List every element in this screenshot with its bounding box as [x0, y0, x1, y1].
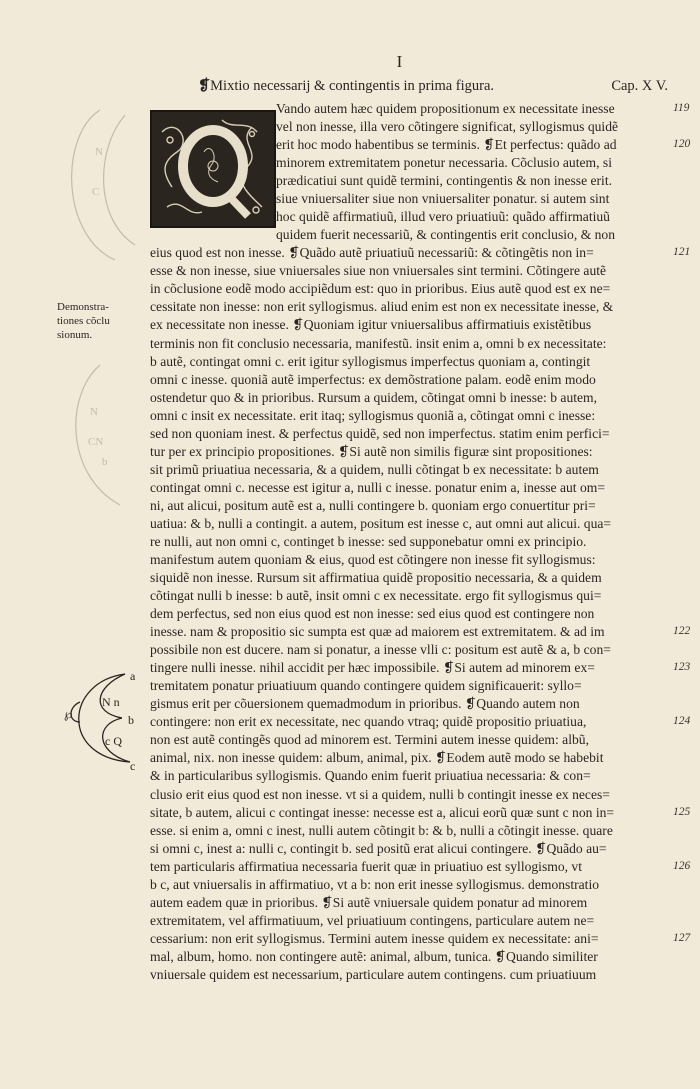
margin-number: 122	[673, 625, 691, 638]
text-line: autem eadem quæ in prioribus. ❡Si autẽ vniuersale quidem ponatur ad minorem	[150, 894, 588, 910]
chapter-heading	[198, 78, 668, 96]
text-line: quidem fuerit necessariũ, & contingentis erit conclusio, & non	[276, 227, 616, 243]
diagram-label: c	[130, 759, 136, 772]
margin-number: 123	[673, 661, 691, 674]
text-line: tremitatem ponatur priuatiuum quando contingere quidem significauerit: syllo=	[150, 678, 582, 694]
margin-number: 120	[673, 138, 691, 151]
text-line: gismus erit per cõuersionem quemadmodum in prioribus. ❡Quando autem non	[150, 696, 580, 712]
diagram-label: a	[130, 669, 136, 683]
pilcrow-mark: ❡	[198, 78, 211, 94]
diagram-label: N n	[102, 695, 120, 709]
text-line: re nulli, aut non omni c, continget b inesse: sed supponebatur omni ex principio.	[150, 533, 587, 549]
text-line: b c, aut vniuersalis in affirmatiuo, vt a b: non erit inesse syllogismus. demonstratio	[150, 876, 600, 892]
text-line: esse. si enim a, omni c inest, nulli autem cõtingit b: & b, nulli a cõtingit inesse. quare	[150, 822, 613, 838]
margin-number: 127	[673, 931, 691, 944]
text-line: uatiua: & b, nulli a contingit. a autem, positum est inesse c, aut omni aut alicui. qua=	[150, 515, 612, 531]
text-line: extremitatem, vel affirmatiuum, vel priuatiuum contingens, particulare autem ne=	[150, 912, 595, 928]
text-line: ex necessitate non inesse. ❡Quoniam igitur vniuersalibus affirmatiuis existẽtibus	[150, 317, 592, 333]
text-line: omni c insit ex necessitate. erit itaq; syllogismus quoniã a, cõtingat omni c inesse:	[150, 407, 596, 423]
text-line: minorem extremitatem ponetur necessaria. Cõclusio autem, si	[276, 155, 612, 171]
text-line: manifestum autem quoniam & eius, quod est cõtingere non inesse fit syllogismus:	[150, 552, 596, 567]
margin-number: 125	[673, 805, 691, 818]
folio-number: I	[396, 52, 404, 71]
show-through-diagram	[40, 95, 150, 515]
diagram-label: c Q	[105, 734, 122, 748]
text-line: sed non quoniam inest. & perfectus quidẽ, sed non imperfectus. statim enim perfici=	[150, 425, 610, 441]
text-line: tur per ex principio propositiones. ❡Si autẽ non similis figuræ sint propositiones:	[150, 443, 593, 459]
text-line: terminis non fit conclusio necessaria, manifestũ. insit enim a, omni b ex necessitate:	[150, 335, 607, 351]
text-line: vel non inesse, illa vero cõtingere significat, syllogismus quidẽ	[276, 119, 619, 135]
text-line: contingere: non erit ex necessitate, nec quando vtraq; quidẽ propositio priuatiua,	[150, 714, 587, 730]
text-line: inesse. nam & propositio sic sumpta est quæ ad maiorem est extremitatem. & ad im	[150, 624, 605, 640]
text-line: mal, album, homo. non contingere autẽ: animal, album, tunica. ❡Quando similiter	[150, 948, 598, 964]
chapter-number: Cap. X V.	[611, 78, 668, 94]
margin-note-line: sionum.	[57, 329, 93, 341]
diagram-glyph: ℘	[64, 707, 73, 721]
ghost-label: C	[92, 186, 100, 198]
ghost-label: CN	[88, 436, 104, 448]
margin-number: 124	[673, 715, 691, 728]
ghost-label: N	[90, 406, 98, 418]
ghost-label: b	[102, 456, 108, 468]
text-line: & in particularibus syllogismis. Quando enim fuerit priuatiua necessaria: & con=	[150, 768, 591, 784]
ghost-label: N	[95, 146, 103, 158]
chapter-title: Mixtio necessarij & contingentis in prima figura.	[210, 78, 495, 94]
text-line: ni, aut alicui, positum autẽ est a, nulli contingere b. quoniam ergo conuertitur pri=	[150, 497, 596, 513]
initial-ornament-icon	[152, 112, 274, 226]
text-line: cõtingat nulli b inesse: b autẽ, insit omni c ex necessitate. ergo fit syllogismus qui=	[150, 588, 602, 604]
text-line: dem perfectus, sed non eius quod est non inesse: sed eius quod est contingere non	[150, 606, 595, 622]
text-line: siquidẽ non inesse. Rursum sit affirmatiua quidẽ propositio necessaria, & a quidem	[150, 570, 602, 586]
text-line: vniuersale quidem est necessarium, particulare autem contingens. cum priuatiuum	[150, 966, 597, 982]
text-line: cessitate non inesse: non erit syllogismus. aliud enim est non ex necessitate inesse, &	[150, 299, 614, 315]
text-line: animal, nix. non inesse quidem: album, animal, pix. ❡Eodem autẽ modo se habebit	[150, 750, 604, 766]
text-line: non est autẽ contingẽs quod ad minorem est. Termini autem inesse quidem: albũ,	[150, 732, 589, 748]
text-line: ostendetur quo & in prioribus. Rursum a quidem, cõtingat omni b inesse: b autem,	[150, 389, 598, 405]
margin-number: 119	[673, 102, 690, 114]
text-line: siue vniuersaliter siue non vniuersaliter ponatur. si autem sint	[276, 191, 610, 207]
margin-number: 126	[673, 859, 691, 872]
syllogism-diagram	[50, 662, 150, 772]
text-line: hoc quidẽ affirmatiuũ, illud vero priuatiuũ: quãdo affirmatiuũ	[276, 209, 610, 225]
text-line: clusio erit eius quod est non inesse. vt si a quidem, nulli b contingit inesse ex neces=	[150, 786, 610, 802]
text-line: Vando autem hæc quidem propositionum ex necessitate inesse	[276, 101, 615, 116]
text-line: si omni c, inest a: nulli c, contingit b. sed positũ erat alicui contingere. ❡Quãdo au=	[150, 840, 607, 856]
text-line: tingere nulli inesse. nihil accidit per hæc impossibile. ❡Si autem ad minorem ex=	[150, 660, 595, 676]
text-line: possibile non est ducere. nam si ponatur, a inesse vlli c: positum est autẽ & a, b con=	[150, 642, 611, 658]
text-line: sit primũ priuatiua necessaria, & a quidem, nulli cõtingat b ex necessitate: b autem	[150, 461, 599, 477]
margin-note-line: tiones cõclu	[57, 315, 110, 327]
margin-note-line: Demonstra-	[57, 301, 109, 313]
text-line: b autẽ, contingat omni c. erit igitur syllogismus imperfectus quoniam a, contingit	[150, 353, 591, 369]
decorated-initial	[150, 110, 276, 228]
margin-number: 121	[673, 246, 691, 259]
text-line: eius quod est non inesse. ❡Quãdo autẽ priuatiuũ necessariũ: & cõtingẽtis non in=	[150, 245, 594, 261]
text-line: cessarium: non erit syllogismus. Termini autem inesse quidem ex necessitate: ani=	[150, 930, 599, 946]
text-line: in cõclusione eodẽ modo accipiẽdum est: quo in prioribus. Eius autẽ quod est ex ne=	[150, 281, 611, 297]
text-line: esse & non inesse, siue vniuersales siue non vniuersales sint termini. Cõtingere autẽ	[150, 263, 607, 279]
text-line: omni c inesse. quoniã autẽ imperfectus: ex demõstratione palam. eodẽ enim modo	[150, 371, 596, 387]
text-line: sitate, b autem, alicui c contingat inesse: necesse est a, alicui eorũ quæ sunt c non in=	[150, 804, 615, 820]
diagram-label: b	[128, 713, 134, 727]
text-line: tem particularis affirmatiua necessaria fuerit quæ in priuatiuo est syllogismo, vt	[150, 858, 582, 874]
text-line: erit hoc modo habentibus se terminis. ❡Et perfectus: quãdo ad	[276, 137, 617, 153]
text-line: prædicatiui sunt quidẽ termini, contingentis & non inesse erit.	[276, 173, 613, 189]
text-line: contingat omni c. necesse est igitur a, nulli c inesse. ponatur enim a, inesse aut om=	[150, 479, 606, 495]
